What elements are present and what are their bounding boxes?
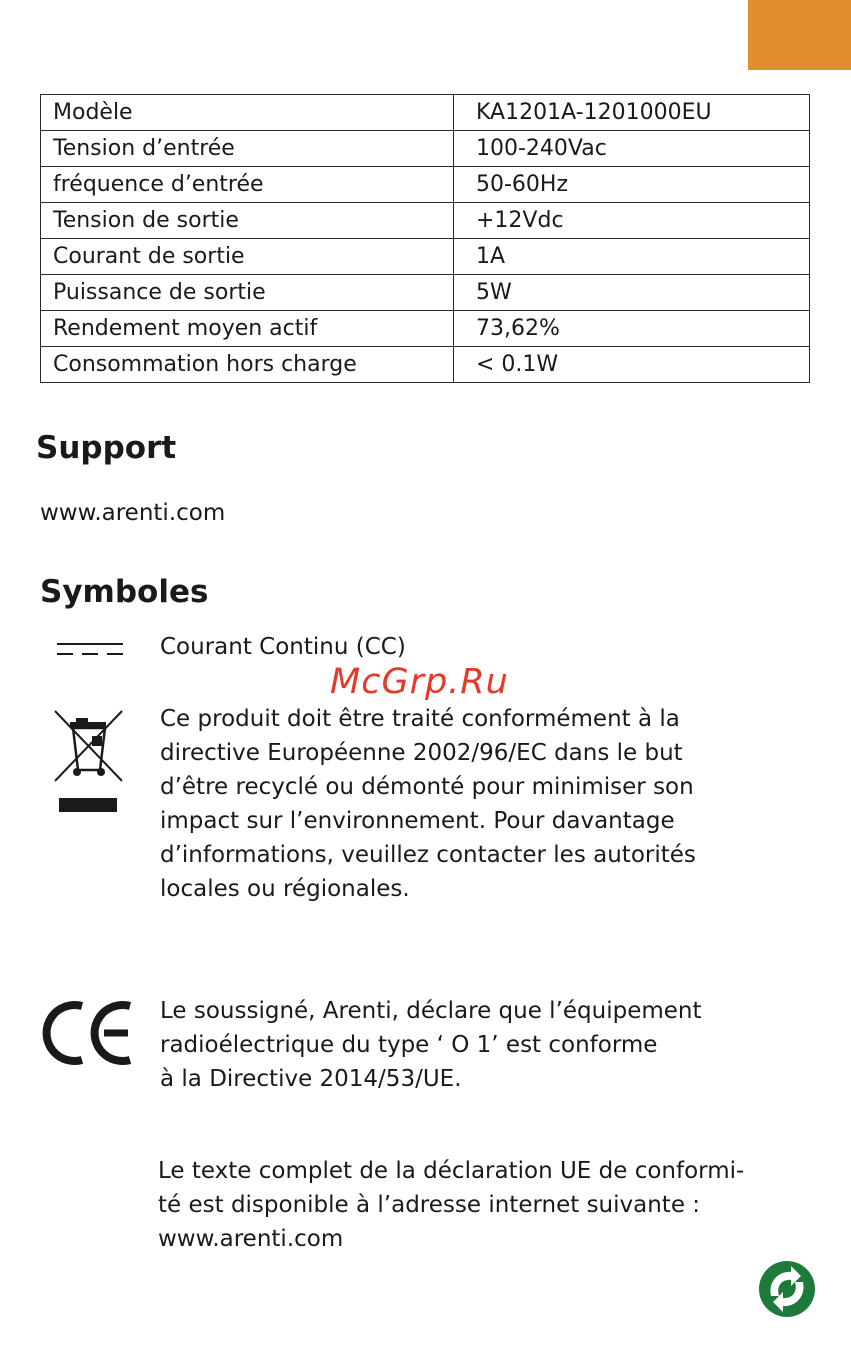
- dc-symbol-icon: [55, 640, 125, 660]
- spec-label: Modèle: [41, 95, 454, 131]
- watermark: McGrp.Ru: [330, 662, 509, 702]
- spec-value: 73,62%: [454, 311, 810, 347]
- spec-row: [41, 275, 810, 311]
- declaration-availability-text: Le texte complet de la déclaration UE de conformi- té est disponible à l’adresse internet suivante : www.arenti.com: [158, 1158, 745, 1252]
- spec-label: fréquence d’entrée: [41, 167, 454, 203]
- spec-row: [41, 131, 810, 167]
- symbols-heading: Symboles: [40, 574, 209, 610]
- spec-row: [41, 239, 810, 275]
- spec-row: [41, 311, 810, 347]
- spec-value: +12Vdc: [454, 203, 810, 239]
- spec-label: Puissance de sortie: [41, 275, 454, 311]
- dc-text: Courant Continu (CC): [160, 634, 406, 660]
- spec-value: 100-240Vac: [454, 131, 810, 167]
- spec-value: KA1201A-1201000EU: [454, 95, 810, 131]
- spec-label: Consommation hors charge: [41, 347, 454, 383]
- spec-value: 5W: [454, 275, 810, 311]
- spec-label: Rendement moyen actif: [41, 311, 454, 347]
- specs-table: [40, 94, 810, 383]
- spec-row: [41, 347, 810, 383]
- spec-value: 50-60Hz: [454, 167, 810, 203]
- spec-value: 1A: [454, 239, 810, 275]
- spec-row: [41, 167, 810, 203]
- spec-value: < 0.1W: [454, 347, 810, 383]
- weee-text: Ce produit doit être traité conformément à la directive Européenne 2002/96/EC dans le but d’être recyclé ou démonté pour minimiser son impact sur l’environnement. Pour davantage d’informations, veuillez contacter les autorités locales ou régionales.: [160, 706, 696, 902]
- ce-declaration-text: Le soussigné, Arenti, déclare que l’équipement radioélectrique du type ‘ O 1’ est conforme à la Directive 2014/53/UE.: [160, 998, 702, 1092]
- spec-label: Courant de sortie: [41, 239, 454, 275]
- spec-row: [41, 95, 810, 131]
- weee-bin-icon: [50, 708, 130, 818]
- spec-label: Tension d’entrée: [41, 131, 454, 167]
- spec-label: Tension de sortie: [41, 203, 454, 239]
- support-heading: Support: [36, 430, 177, 466]
- support-url[interactable]: www.arenti.com: [40, 500, 226, 526]
- ce-mark-icon: [42, 998, 137, 1068]
- green-dot-recycle-icon: [758, 1260, 816, 1318]
- spec-row: [41, 203, 810, 239]
- section-tab: [748, 0, 851, 70]
